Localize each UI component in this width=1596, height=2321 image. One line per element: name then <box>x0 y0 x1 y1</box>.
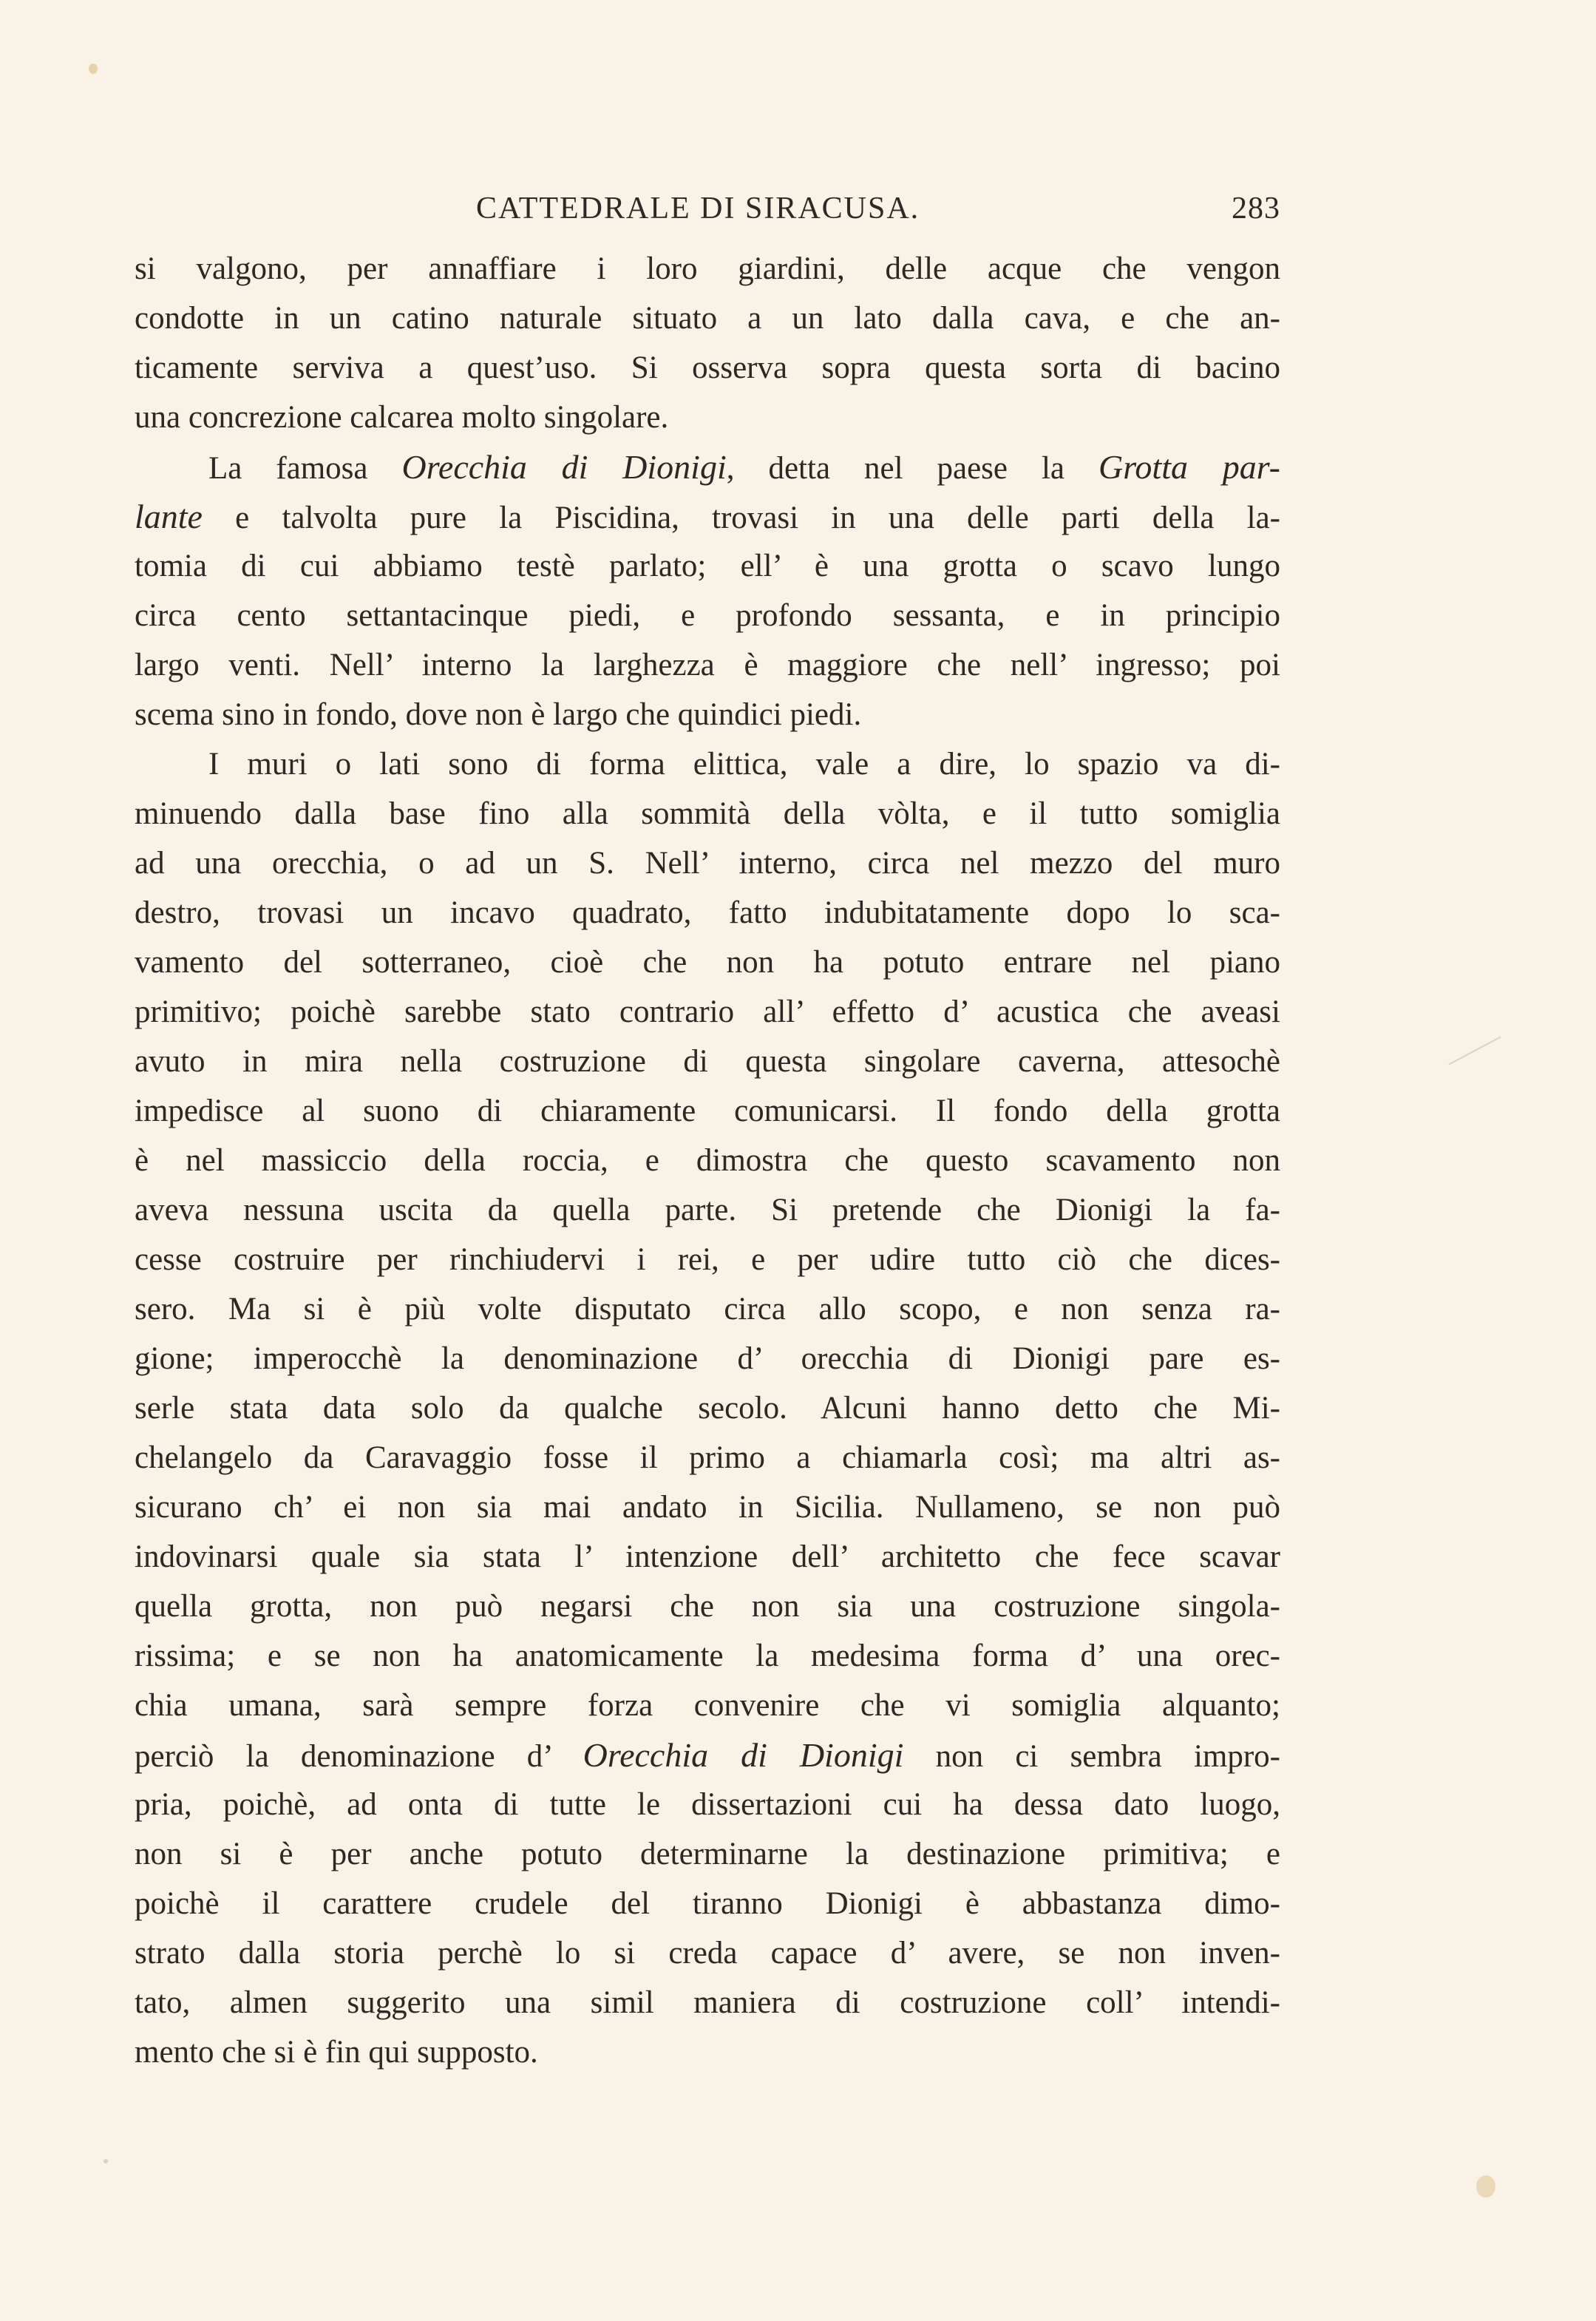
page-header <box>135 191 1280 235</box>
italic-title: Orecchia di Dionigi <box>583 1736 904 1774</box>
text-line: avuto in mira nella costruzione di questa singolare caverna, attesochè <box>135 1044 1280 1079</box>
text-line: chia umana, sarà sempre forza convenire che vi somiglia alquanto; <box>135 1688 1280 1723</box>
text-line <box>135 442 1280 492</box>
italic-title: Orecchia di Dionigi <box>401 448 727 486</box>
margin-pencil-mark <box>1448 1036 1501 1065</box>
text-run: La famosa <box>208 451 402 486</box>
text-line: serle stata data solo da qualche secolo. Alcuni hanno detto che Mi- <box>135 1391 1280 1426</box>
text-line: indovinarsi quale sia stata l’ intenzione dell’ architetto che fece scavar <box>135 1539 1280 1574</box>
text-line: chelangelo da Caravaggio fosse il primo a chiamarla così; ma altri as- <box>135 1440 1280 1475</box>
running-head: CATTEDRALE DI SIRACUSA. <box>476 192 920 226</box>
text-line: non si è per anche potuto determinarne la destinazione primitiva; e <box>135 1837 1280 1871</box>
paper-speck <box>103 2159 108 2164</box>
text-line <box>135 1730 1280 1780</box>
text-line: minuendo dalla base fino alla sommità della vòlta, e il tutto somiglia <box>135 796 1280 831</box>
paper-stain <box>1476 2175 1495 2198</box>
text-line: poichè il carattere crudele del tiranno Dionigi è abbastanza dimo- <box>135 1886 1280 1921</box>
text-line: vamento del sotterraneo, cioè che non ha potuto entrare nel piano <box>135 945 1280 980</box>
text-line: tato, almen suggerito una simil maniera di costruzione coll’ intendi- <box>135 1985 1280 2020</box>
text-line: circa cento settantacinque piedi, e profondo sessanta, e in principio <box>135 598 1280 633</box>
text-run: perciò la denominazione d’ <box>135 1739 583 1774</box>
text-line: mento che si è fin qui supposto. <box>135 2035 538 2070</box>
text-run: , detta nel paese la <box>726 451 1098 486</box>
text-line: si valgono, per annaffiare i loro giardini, delle acque che vengon <box>135 251 1280 286</box>
text-line: scema sino in fondo, dove non è largo che quindici piedi. <box>135 697 862 732</box>
text-run: e talvolta pure la Piscidina, trovasi in una delle parti della la- <box>202 501 1280 535</box>
text-line: I muri o lati sono di forma elittica, vale a dire, lo spazio va di- <box>208 747 1280 782</box>
text-line: largo venti. Nell’ interno la larghezza è maggiore che nell’ ingresso; poi <box>135 648 1280 682</box>
text-line: rissima; e se non ha anatomicamente la medesima forma d’ una orec- <box>135 1639 1280 1673</box>
text-line: strato dalla storia perchè lo si creda capace d’ avere, se non inven- <box>135 1936 1280 1971</box>
page-number: 283 <box>1232 192 1280 226</box>
text-line: aveva nessuna uscita da quella parte. Si pretende che Dionigi la fa- <box>135 1193 1280 1227</box>
text-line: ad una orecchia, o ad un S. Nell’ interno, circa nel mezzo del muro <box>135 846 1280 881</box>
text-line: impedisce al suono di chiaramente comunicarsi. Il fondo della grotta <box>135 1094 1280 1128</box>
text-line: una concrezione calcarea molto singolare. <box>135 400 669 435</box>
text-line: primitivo; poichè sarebbe stato contrario all’ effetto d’ acustica che aveasi <box>135 995 1280 1029</box>
paper-stain <box>89 64 98 74</box>
text-line: cesse costruire per rinchiudervi i rei, e per udire tutto ciò che dices- <box>135 1242 1280 1277</box>
text-line: sero. Ma si è più volte disputato circa allo scopo, e non senza ra- <box>135 1292 1280 1326</box>
italic-title: Grotta par- <box>1098 448 1280 486</box>
text-line: gione; imperocchè la denominazione d’ orecchia di Dionigi pare es- <box>135 1341 1280 1376</box>
text-line: tomia di cui abbiamo testè parlato; ell’ è una grotta o scavo lungo <box>135 549 1280 583</box>
text-line: condotte in un catino naturale situato a un lato dalla cava, e che an- <box>135 301 1280 336</box>
text-line: pria, poichè, ad onta di tutte le dissertazioni cui ha dessa dato luogo, <box>135 1787 1280 1822</box>
italic-title: lante <box>135 498 203 535</box>
text-line: ticamente serviva a quest’uso. Si osserva sopra questa sorta di bacino <box>135 350 1280 385</box>
text-line: quella grotta, non può negarsi che non sia una costruzione singola- <box>135 1589 1280 1624</box>
text-line: è nel massiccio della roccia, e dimostra che questo scavamento non <box>135 1143 1280 1178</box>
text-run: non ci sembra impro- <box>903 1739 1280 1774</box>
text-line: destro, trovasi un incavo quadrato, fatto indubitatamente dopo lo sca- <box>135 895 1280 930</box>
text-line: sicurano ch’ ei non sia mai andato in Sicilia. Nullameno, se non può <box>135 1490 1280 1525</box>
text-line <box>135 492 1280 541</box>
body-text <box>135 244 1280 2077</box>
